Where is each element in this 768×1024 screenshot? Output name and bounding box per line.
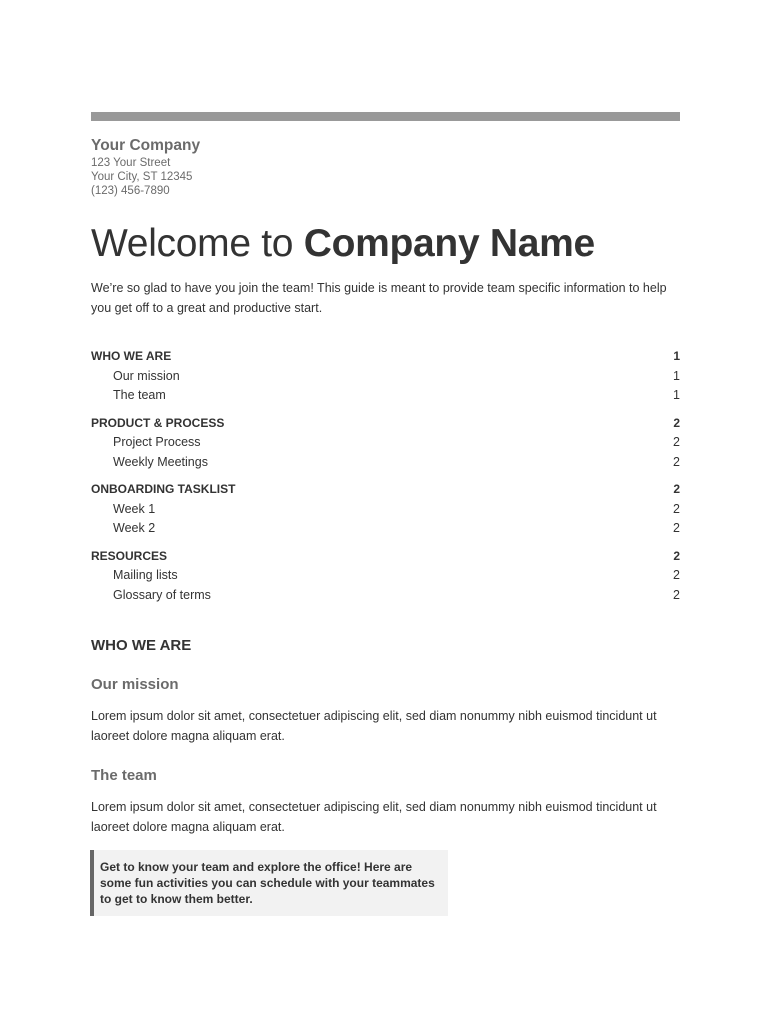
toc-page: 2	[673, 568, 680, 582]
toc-label: RESOURCES	[91, 548, 168, 563]
toc-entry[interactable]	[91, 480, 680, 500]
title-emphasis: Company Name	[303, 222, 595, 265]
toc-subentry[interactable]	[91, 367, 680, 387]
toc-label: WHO WE ARE	[91, 349, 172, 363]
toc-page: 2	[673, 415, 680, 430]
company-info	[91, 136, 200, 198]
toc-label: Week 2	[113, 521, 156, 535]
toc-subentry[interactable]	[91, 453, 680, 473]
toc-section	[91, 414, 680, 473]
toc-label: Mailing lists	[113, 568, 178, 582]
toc-section	[91, 480, 680, 539]
toc-page: 2	[673, 482, 680, 496]
team-paragraph: Lorem ipsum dolor sit amet, consectetuer adipiscing elit, sed diam nonummy nibh euismod tincidunt ut laoreet dolore magna aliquam erat.	[91, 800, 657, 834]
toc-label: Project Process	[113, 435, 201, 449]
toc-entry[interactable]	[91, 547, 680, 567]
toc-label: PRODUCT & PROCESS	[91, 415, 225, 430]
company-name: Your Company	[91, 137, 201, 154]
company-city: Your City, ST 12345	[91, 171, 193, 183]
toc-page: 1	[673, 368, 680, 383]
toc-entry[interactable]	[91, 414, 680, 434]
toc-subentry[interactable]	[91, 519, 680, 539]
toc-page: 2	[673, 521, 680, 535]
document-title	[91, 218, 595, 270]
header-rule	[91, 112, 680, 121]
toc-page: 2	[673, 454, 680, 469]
toc-section	[91, 547, 680, 606]
toc-page: 2	[673, 501, 680, 516]
toc-subentry[interactable]	[91, 586, 680, 606]
subheading-our-mission: Our mission	[91, 676, 179, 693]
callout-box: Get to know your team and explore the office! Here are some fun activities you can schedule with your teammates to get to know them better.	[90, 850, 448, 916]
company-street: 123 Your Street	[91, 157, 171, 169]
mission-paragraph: Lorem ipsum dolor sit amet, consectetuer adipiscing elit, sed diam nonummy nibh euismod tincidunt ut laoreet dolore magna aliquam erat.	[91, 709, 657, 743]
toc-page: 2	[673, 435, 680, 449]
toc-label: Week 1	[113, 501, 156, 516]
toc-page: 2	[673, 548, 680, 563]
section-heading-who-we-are: WHO WE ARE	[91, 637, 192, 654]
subheading-the-team: The team	[91, 767, 157, 784]
toc-section	[91, 347, 680, 406]
toc-page: 1	[673, 349, 680, 363]
toc-subentry[interactable]	[91, 386, 680, 406]
table-of-contents	[91, 347, 680, 613]
title-prefix: Welcome to	[91, 222, 294, 265]
document-page	[91, 0, 680, 1024]
toc-page: 1	[673, 388, 680, 402]
toc-label: The team	[113, 388, 166, 402]
toc-page: 2	[673, 587, 680, 602]
toc-subentry[interactable]	[91, 433, 680, 453]
toc-label: Weekly Meetings	[113, 454, 208, 469]
toc-subentry[interactable]	[91, 500, 680, 520]
toc-label: Our mission	[113, 368, 180, 383]
intro-paragraph: We’re so glad to have you join the team! This guide is meant to provide team specific information to help you get off to a great and productive start.	[91, 281, 667, 315]
toc-label: ONBOARDING TASKLIST	[91, 482, 236, 496]
company-phone: (123) 456-7890	[91, 185, 170, 197]
toc-subentry[interactable]	[91, 566, 680, 586]
toc-entry[interactable]	[91, 347, 680, 367]
toc-label: Glossary of terms	[113, 587, 211, 602]
